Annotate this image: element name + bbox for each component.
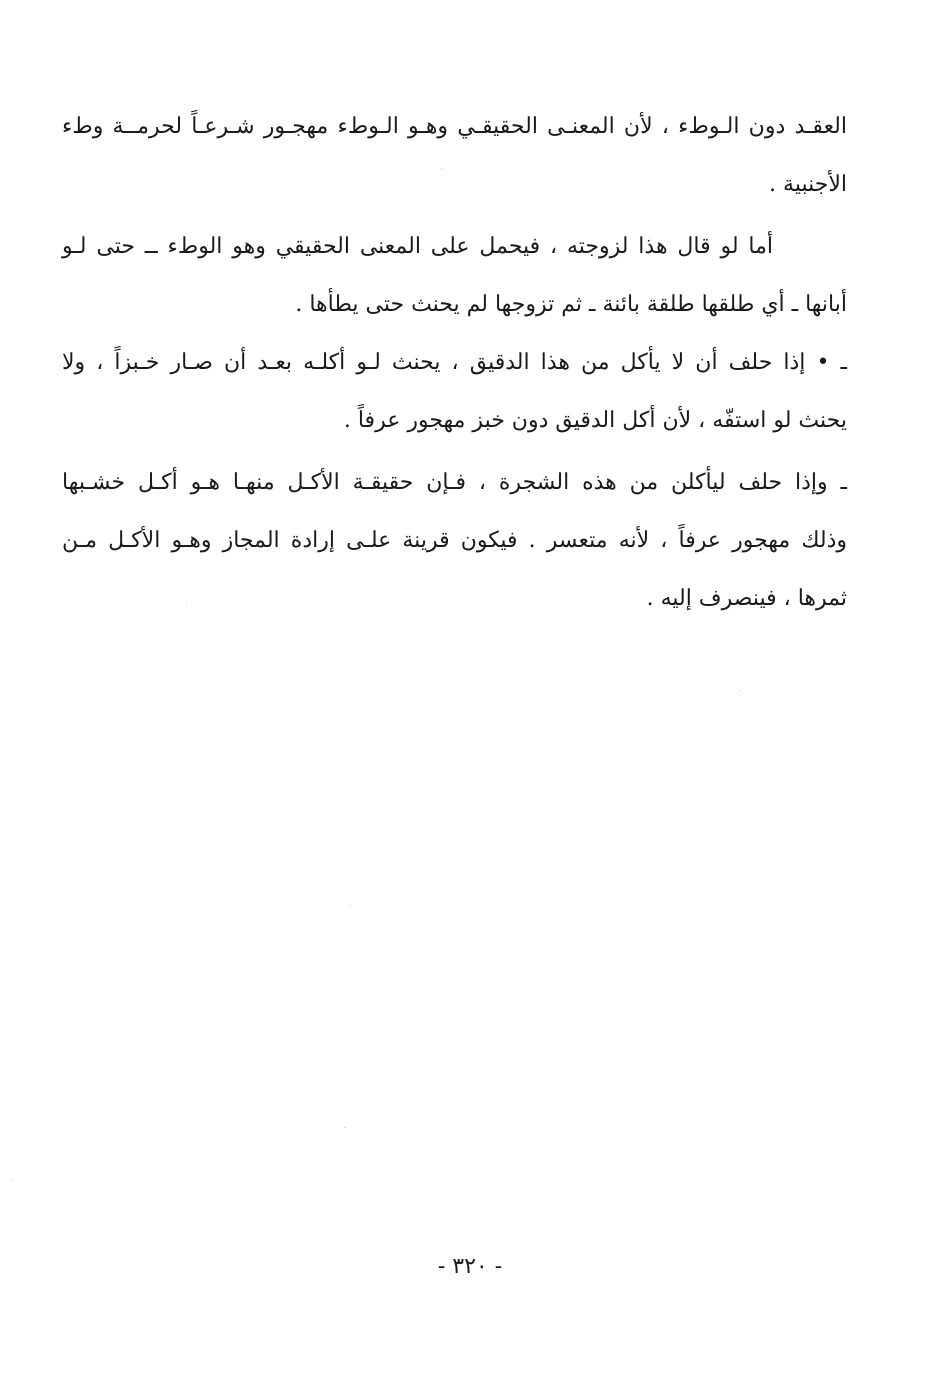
- paragraph-3: [62, 334, 847, 450]
- text-line: الأجنبية .: [769, 172, 847, 197]
- text-line: ـ • إذا حلف أن لا يأكل من هذا الدقيق ، يحنث لـو أكلـه بعـد أن صـار خـبزاً ، ولا: [62, 350, 847, 375]
- paragraph-4: [62, 454, 847, 628]
- text-line: ـ وإذا حلف ليأكلن من هذه الشجرة ، فـإن حقيقـة الأكـل منهـا هـو أكـل خشـبها: [62, 470, 847, 495]
- text-line: ثمرها ، فينصرف إليه .: [646, 586, 847, 611]
- body-text: [62, 98, 847, 628]
- text-line: وذلك مهجور عرفاً ، لأنه متعسر . فيكون قرينة علـى إرادة المجاز وهـو الأكـل مـن: [62, 528, 847, 553]
- scan-speck: [12, 1180, 13, 1181]
- scan-speck: [186, 603, 187, 604]
- scan-speck: [740, 690, 741, 691]
- text-line: أما لو قال هذا لزوجته ، فيحمل على المعنى الحقيقي وهو الوطء ــ حتى لـو: [62, 234, 773, 259]
- text-line: أبانها ـ أي طلقها طلقة بائنة ـ ثم تزوجها لم يحنث حتى يطأها .: [295, 292, 847, 317]
- page-number: - ٣٢٠ -: [437, 1254, 503, 1279]
- scan-speck: [441, 168, 442, 169]
- text-line: يحنث لو استفّه ، لأن أكل الدقيق دون خبز مهجور عرفاً .: [343, 408, 847, 433]
- paragraph-2: [62, 218, 847, 334]
- paragraph-1: [62, 98, 847, 214]
- scan-speck: [350, 905, 351, 906]
- scan-speck: [344, 1127, 345, 1128]
- text-line: العقـد دون الـوطء ، لأن المعنـى الحقيقـي وهـو الـوطء مهجـور شـرعـاً لحرمــة وطء: [62, 114, 847, 139]
